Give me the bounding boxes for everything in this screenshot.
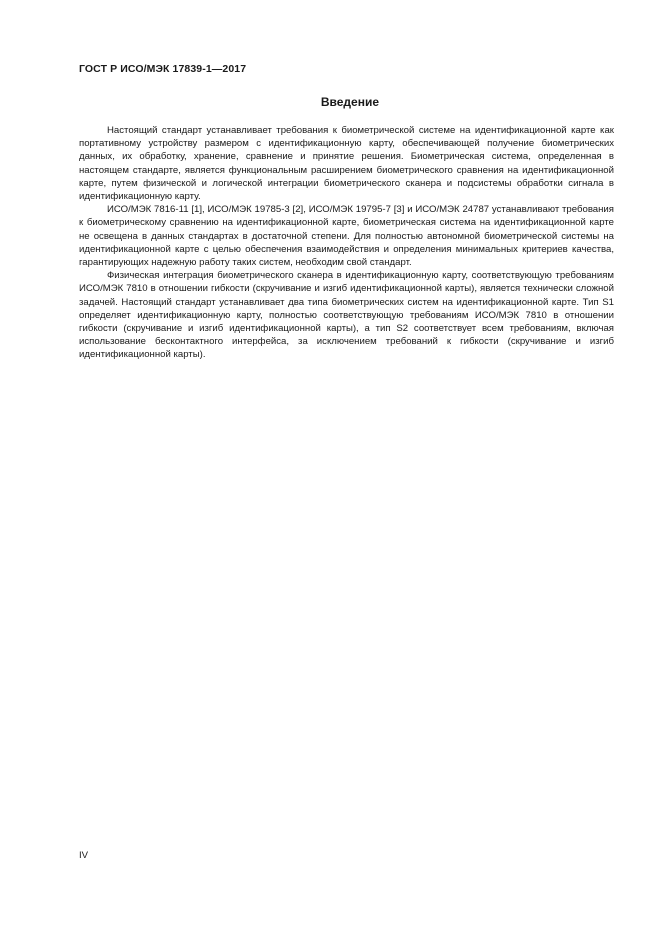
section-title-text: Введение bbox=[320, 95, 379, 109]
section-title bbox=[79, 95, 615, 109]
page-number: IV bbox=[79, 850, 89, 861]
paragraph: Настоящий стандарт устанавливает требования к биометрической системе на идентификационной карте как портативному устройству размером с идентификационную карту, обеспечивающей получение биометрических данных, их обработку, хранение, сравнение и принятие решения. Биометрическая система, определенная в настоящем стандарте, является функциональным расширением биометрического сравнения на идентификационной карте, путем физической и логической интеграции биометрического сканера и подсистемы обработки сигнала в идентификационную карту. bbox=[79, 125, 614, 203]
paragraph: ИСО/МЭК 7816-11 [1], ИСО/МЭК 19785-3 [2], ИСО/МЭК 19795-7 [3] и ИСО/МЭК 24787 устанавливают требования к биометрическому сравнению на идентификационной карте, биометрическая система на идентификационной карте не освещена в данных стандартах в достаточной степени. Для полностью автономной биометрической системы на идентификационной карте с целью обеспечения взаимодействия и определения минимальных критериев качества, гарантирующих надежную работу таких систем, необходим свой стандарт. bbox=[79, 204, 614, 269]
body-text bbox=[79, 124, 614, 362]
paragraph: Физическая интеграция биометрического сканера в идентификационную карту, соответствующую требованиям ИСО/МЭК 7810 в отношении гибкости (скручивание и изгиб идентификационной карты), является технически сложной задачей. Настоящий стандарт устанавливает два типа биометрических систем на идентификационной карте. Тип S1 определяет идентификационную карту, полностью соответствующую требованиям ИСО/МЭК 7810 в отношении гибкости (скручивание и изгиб идентификационной карты), а тип S2 соответствует всем требованиям, включая использование бесконтактного интерфейса, за исключением требований к гибкости (скручивание и изгиб идентификационной карты). bbox=[79, 270, 614, 361]
document-header: ГОСТ Р ИСО/МЭК 17839-1—2017 bbox=[79, 63, 247, 75]
